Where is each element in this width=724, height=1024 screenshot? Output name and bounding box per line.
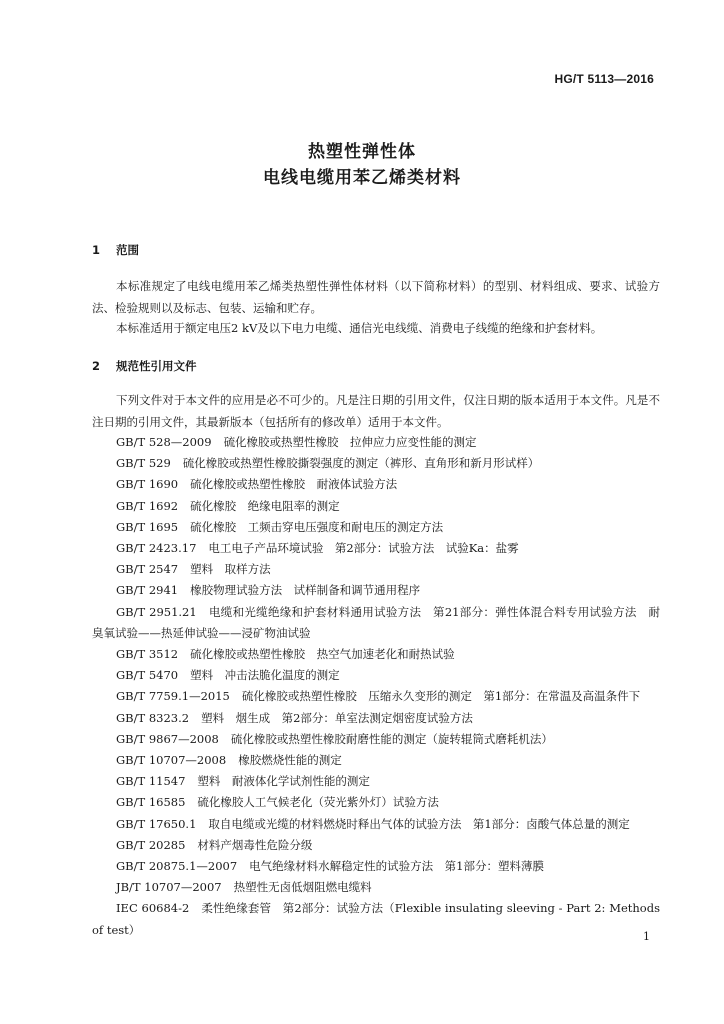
reference-item xyxy=(92,792,660,813)
reference-code: GB/T 3512 xyxy=(116,647,179,662)
reference-code: GB/T 2951.21 xyxy=(116,604,197,619)
section-number: 1 xyxy=(92,243,101,257)
document-title-line-2: 电线电缆用苯乙烯类材料 xyxy=(263,168,461,188)
reference-code: GB/T 20875.1—2007 xyxy=(116,859,238,874)
reference-item xyxy=(92,474,660,495)
reference-item xyxy=(92,602,660,644)
reference-title: 橡胶物理试验方法 试样制备和调节通用程序 xyxy=(190,583,421,598)
reference-code: GB/T 2941 xyxy=(116,583,179,598)
reference-item xyxy=(92,898,660,940)
reference-title: 硫化橡胶或热塑性橡胶耐磨性能的测定（旋转辊筒式磨耗机法） xyxy=(230,731,553,746)
reference-code: GB/T 9867—2008 xyxy=(116,731,219,746)
reference-title: 硫化橡胶或热塑性橡胶 拉伸应力应变性能的测定 xyxy=(223,435,477,449)
normative-references-list xyxy=(92,432,660,941)
reference-code: GB/T 16585 xyxy=(116,795,186,810)
reference-title: 塑料 冲击法脆化温度的测定 xyxy=(190,668,340,683)
section-number: 2 xyxy=(92,359,101,373)
reference-title: 硫化橡胶或热塑性橡胶 压缩永久变形的测定 第1部分：在常温及高温条件下 xyxy=(241,689,641,704)
reference-item xyxy=(92,559,660,580)
reference-code: GB/T 2423.17 xyxy=(116,541,197,556)
reference-code: GB/T 528—2009 xyxy=(116,435,212,449)
reference-item xyxy=(92,856,660,877)
reference-code: GB/T 8323.2 xyxy=(116,710,190,725)
reference-code: GB/T 17650.1 xyxy=(116,816,197,831)
reference-code: GB/T 10707—2008 xyxy=(116,753,227,768)
reference-item xyxy=(92,517,660,538)
reference-code: GB/T 1690 xyxy=(116,477,179,492)
scope-paragraph-1: 本标准规定了电线电缆用苯乙烯类热塑性弹性体材料（以下简称材料）的型别、材料组成、要求、试验方法、检验规则以及标志、包装、运输和贮存。 xyxy=(92,279,660,315)
reference-item xyxy=(92,877,660,898)
scope-paragraph-2: 本标准适用于额定电压2 kV及以下电力电缆、通信光电线缆、消费电子线缆的绝缘和护套材料。 xyxy=(116,321,603,335)
reference-title: 材料产烟毒性危险分级 xyxy=(197,837,313,852)
reference-code: IEC 60684-2 xyxy=(116,901,190,916)
reference-title: 硫化橡胶 工频击穿电压强度和耐电压的测定方法 xyxy=(190,519,444,534)
reference-title: 硫化橡胶或热塑性橡胶 热空气加速老化和耐热试验 xyxy=(190,647,455,662)
reference-code: GB/T 2547 xyxy=(116,562,179,577)
reference-title: 橡胶燃烧性能的测定 xyxy=(238,753,342,768)
section-title: 规范性引用文件 xyxy=(116,359,197,373)
standard-code: HG/T 5113—2016 xyxy=(554,72,654,86)
section-2-heading xyxy=(92,358,197,374)
reference-item xyxy=(92,814,660,835)
reference-item xyxy=(92,771,660,792)
reference-code: GB/T 7759.1—2015 xyxy=(116,689,230,704)
section-title: 范围 xyxy=(116,243,139,257)
reference-code: GB/T 1695 xyxy=(116,519,179,534)
reference-title: 硫化橡胶或热塑性橡胶撕裂强度的测定（裤形、直角形和新月形试样） xyxy=(182,456,540,471)
reference-code: GB/T 20285 xyxy=(116,837,186,852)
reference-item xyxy=(92,580,660,601)
reference-item xyxy=(92,432,660,453)
reference-title: 硫化橡胶人工气候老化（荧光紫外灯）试验方法 xyxy=(197,795,439,810)
reference-code: GB/T 11547 xyxy=(116,774,186,789)
reference-title: 塑料 烟生成 第2部分：单室法测定烟密度试验方法 xyxy=(201,710,473,725)
reference-title: 热塑性无卤低烟阻燃电缆料 xyxy=(233,880,372,895)
reference-title: 塑料 取样方法 xyxy=(190,562,271,577)
reference-item xyxy=(92,708,660,729)
reference-item xyxy=(92,538,660,559)
reference-item xyxy=(92,686,660,707)
reference-item xyxy=(92,835,660,856)
section-1-heading xyxy=(92,242,139,258)
reference-title: 电工电子产品环境试验 第2部分：试验方法 试验Ka：盐雾 xyxy=(208,541,519,556)
reference-title: 塑料 耐液体化学试剂性能的测定 xyxy=(197,774,370,789)
reference-code: JB/T 10707—2007 xyxy=(116,880,222,895)
reference-item xyxy=(92,496,660,517)
reference-item xyxy=(92,665,660,686)
reference-item xyxy=(92,729,660,750)
reference-title: 电缆和光缆绝缘和护套材料通用试验方法 第21部分：弹性体混合料专用试验方法 耐臭氧试验——热延伸试验——浸矿物油试验 xyxy=(92,604,660,640)
reference-title: 硫化橡胶 绝缘电阻率的测定 xyxy=(190,498,340,513)
reference-code: GB/T 1692 xyxy=(116,498,179,513)
reference-title: 电气绝缘材料水解稳定性的试验方法 第1部分：塑料薄膜 xyxy=(249,859,544,874)
page-number: 1 xyxy=(643,930,650,943)
reference-item xyxy=(92,644,660,665)
document-title-line-1: 热塑性弹性体 xyxy=(308,142,416,162)
reference-item xyxy=(92,453,660,474)
reference-title: 取自电缆或光缆的材料燃烧时释出气体的试验方法 第1部分：卤酸气体总量的测定 xyxy=(208,816,630,831)
references-intro: 下列文件对于本文件的应用是必不可少的。凡是注日期的引用文件，仅注日期的版本适用于本文件。凡是不注日期的引用文件，其最新版本（包括所有的修改单）适用于本文件。 xyxy=(92,393,660,429)
reference-title: 硫化橡胶或热塑性橡胶 耐液体试验方法 xyxy=(190,477,398,492)
reference-item xyxy=(92,750,660,771)
reference-code: GB/T 5470 xyxy=(116,668,179,683)
reference-title: 柔性绝缘套管 第2部分：试验方法（Flexible insulating sleeving - Part 2: Methods of test） xyxy=(92,901,660,937)
reference-code: GB/T 529 xyxy=(116,456,171,471)
